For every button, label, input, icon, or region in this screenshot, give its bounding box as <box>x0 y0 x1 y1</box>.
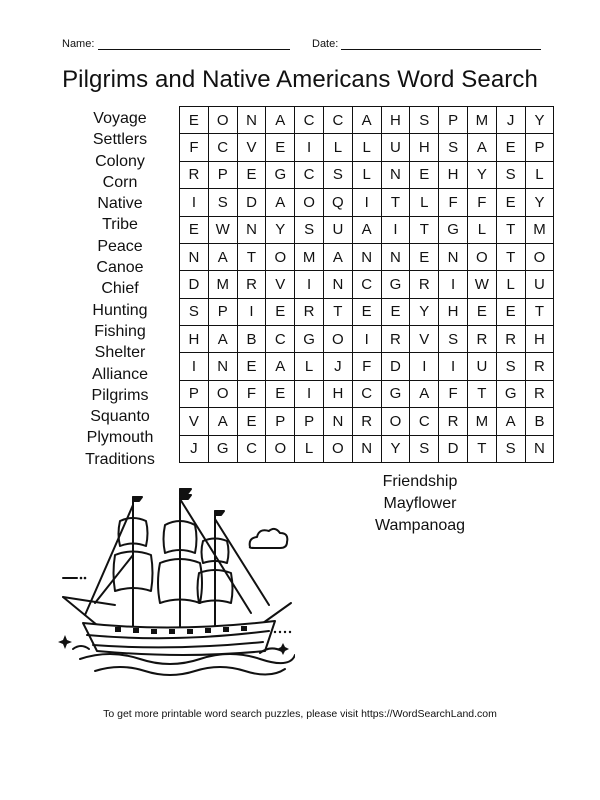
grid-cell: I <box>381 216 410 243</box>
grid-cell: E <box>180 216 209 243</box>
grid-row <box>180 326 554 353</box>
grid-cell: P <box>208 161 237 188</box>
grid-cell: O <box>381 408 410 435</box>
grid-cell: A <box>266 107 295 134</box>
grid-cell: I <box>295 271 324 298</box>
grid-cell: O <box>208 380 237 407</box>
grid-cell: N <box>352 243 381 270</box>
word-item: Alliance <box>91 365 149 383</box>
grid-cell: Q <box>323 189 352 216</box>
grid-cell: N <box>180 243 209 270</box>
grid-cell: M <box>295 243 324 270</box>
grid-cell: A <box>208 408 237 435</box>
grid-cell: O <box>525 243 554 270</box>
grid-cell: R <box>496 326 525 353</box>
grid-cell: G <box>266 161 295 188</box>
grid-cell: F <box>467 189 496 216</box>
word-item: Plymouth <box>86 429 154 447</box>
grid-cell: T <box>410 216 439 243</box>
grid-cell: R <box>237 271 266 298</box>
grid-cell: A <box>208 243 237 270</box>
grid-cell: C <box>295 107 324 134</box>
grid-cell: F <box>439 380 468 407</box>
footer-text: To get more printable word search puzzles, please visit https://WordSearchLand.com <box>103 708 497 720</box>
grid-cell: L <box>323 134 352 161</box>
grid-cell: D <box>180 271 209 298</box>
grid-cell: N <box>525 435 554 463</box>
grid-cell: H <box>410 134 439 161</box>
grid-cell: E <box>381 298 410 325</box>
grid-row <box>180 216 554 243</box>
grid-cell: F <box>237 380 266 407</box>
grid-cell: E <box>237 353 266 380</box>
grid-cell: E <box>180 107 209 134</box>
grid-cell: N <box>323 408 352 435</box>
grid-cell: D <box>381 353 410 380</box>
grid-cell: R <box>352 408 381 435</box>
grid-cell: H <box>381 107 410 134</box>
grid-row <box>180 107 554 134</box>
grid-row <box>180 189 554 216</box>
grid-cell: Y <box>266 216 295 243</box>
name-line <box>98 49 290 50</box>
grid-cell: A <box>266 353 295 380</box>
grid-cell: O <box>208 107 237 134</box>
grid-cell: S <box>295 216 324 243</box>
grid-cell: R <box>381 326 410 353</box>
grid-cell: Y <box>525 189 554 216</box>
grid-cell: V <box>410 326 439 353</box>
grid-cell: S <box>496 353 525 380</box>
grid-cell: G <box>381 271 410 298</box>
word-item: Voyage <box>93 110 147 127</box>
word-item: Settlers <box>92 131 148 149</box>
grid-cell: C <box>323 107 352 134</box>
grid-cell: S <box>410 435 439 463</box>
grid-cell: V <box>266 271 295 298</box>
grid-cell: N <box>208 353 237 380</box>
word-item: Chief <box>101 280 139 298</box>
grid-cell: I <box>439 353 468 380</box>
word-item: Friendship <box>382 473 458 490</box>
grid-cell: U <box>381 134 410 161</box>
word-item: Canoe <box>96 259 144 277</box>
grid-cell: S <box>410 107 439 134</box>
grid-cell: V <box>237 134 266 161</box>
word-item: Corn <box>102 173 138 191</box>
grid-cell: I <box>237 298 266 325</box>
grid-cell: O <box>295 189 324 216</box>
grid-cell: W <box>467 271 496 298</box>
grid-cell: H <box>439 161 468 188</box>
grid-row <box>180 161 554 188</box>
grid-cell: N <box>323 271 352 298</box>
grid-cell: I <box>352 326 381 353</box>
word-item: Peace <box>97 237 143 255</box>
grid-cell: T <box>496 216 525 243</box>
word-item: Native <box>97 195 143 213</box>
grid-cell: Y <box>467 161 496 188</box>
grid-cell: G <box>496 380 525 407</box>
grid-cell: M <box>525 216 554 243</box>
grid-cell: L <box>295 353 324 380</box>
word-item: Mayflower <box>383 495 457 512</box>
grid-cell: P <box>208 298 237 325</box>
grid-cell: T <box>467 435 496 463</box>
grid-cell: N <box>381 243 410 270</box>
grid-cell: P <box>266 408 295 435</box>
grid-cell: L <box>410 189 439 216</box>
grid-cell: T <box>467 380 496 407</box>
page-title: Pilgrims and Native Americans Word Search <box>62 66 538 93</box>
grid-cell: I <box>180 353 209 380</box>
word-item: Colony <box>95 152 145 170</box>
grid-cell: E <box>237 408 266 435</box>
name-label: Name: <box>62 38 95 50</box>
grid-cell: A <box>467 134 496 161</box>
grid-row <box>180 353 554 380</box>
grid-cell: N <box>237 107 266 134</box>
grid-cell: P <box>439 107 468 134</box>
word-item: Shelter <box>94 344 146 362</box>
word-list-right <box>360 471 480 537</box>
grid-cell: R <box>439 408 468 435</box>
grid-cell: G <box>439 216 468 243</box>
grid-cell: W <box>208 216 237 243</box>
grid-cell: S <box>496 161 525 188</box>
grid-cell: N <box>381 161 410 188</box>
grid-cell: T <box>381 189 410 216</box>
grid-cell: C <box>208 134 237 161</box>
word-list-left <box>70 108 170 470</box>
grid-cell: P <box>180 380 209 407</box>
grid-cell: N <box>439 243 468 270</box>
grid-cell: H <box>323 380 352 407</box>
grid-cell: A <box>352 216 381 243</box>
grid-cell: P <box>295 408 324 435</box>
grid-cell: A <box>410 380 439 407</box>
grid-cell: I <box>295 380 324 407</box>
grid-cell: D <box>237 189 266 216</box>
grid-cell: D <box>439 435 468 463</box>
grid-cell: C <box>266 326 295 353</box>
grid-cell: S <box>323 161 352 188</box>
grid-cell: E <box>410 243 439 270</box>
grid-cell: S <box>439 326 468 353</box>
grid-cell: G <box>381 380 410 407</box>
grid-cell: C <box>352 271 381 298</box>
grid-row <box>180 271 554 298</box>
grid-cell: E <box>237 161 266 188</box>
grid-cell: A <box>266 189 295 216</box>
grid-row <box>180 134 554 161</box>
grid-cell: M <box>467 408 496 435</box>
grid-cell: N <box>352 435 381 463</box>
grid-cell: F <box>180 134 209 161</box>
grid-cell: M <box>208 271 237 298</box>
grid-cell: C <box>237 435 266 463</box>
grid-cell: T <box>323 298 352 325</box>
grid-cell: U <box>323 216 352 243</box>
grid-cell: A <box>208 326 237 353</box>
grid-cell: C <box>352 380 381 407</box>
grid-cell: P <box>525 134 554 161</box>
grid-cell: E <box>352 298 381 325</box>
word-item: Pilgrims <box>91 386 149 404</box>
grid-cell: R <box>295 298 324 325</box>
grid-cell: T <box>237 243 266 270</box>
grid-row <box>180 380 554 407</box>
grid-cell: C <box>410 408 439 435</box>
word-item: Squanto <box>90 408 150 426</box>
grid-cell: I <box>439 271 468 298</box>
grid-cell: L <box>352 134 381 161</box>
grid-cell: E <box>496 189 525 216</box>
grid-cell: S <box>439 134 468 161</box>
grid-cell: Y <box>525 107 554 134</box>
grid-cell: Y <box>410 298 439 325</box>
grid-cell: Y <box>381 435 410 463</box>
grid-cell: T <box>496 243 525 270</box>
grid-row <box>180 435 554 463</box>
grid-cell: E <box>266 298 295 325</box>
grid-cell: O <box>266 435 295 463</box>
grid-cell: T <box>525 298 554 325</box>
grid-cell: R <box>467 326 496 353</box>
grid-cell: N <box>237 216 266 243</box>
grid-cell: F <box>352 353 381 380</box>
grid-row <box>180 408 554 435</box>
grid-cell: M <box>467 107 496 134</box>
word-item: Hunting <box>92 301 148 319</box>
grid-cell: F <box>439 189 468 216</box>
date-line <box>341 49 541 50</box>
grid-row <box>180 243 554 270</box>
grid-cell: E <box>410 161 439 188</box>
grid-cell: R <box>410 271 439 298</box>
grid-cell: S <box>208 189 237 216</box>
grid-cell: L <box>295 435 324 463</box>
grid-cell: B <box>525 408 554 435</box>
grid-cell: O <box>467 243 496 270</box>
grid-cell: R <box>525 380 554 407</box>
grid-cell: J <box>180 435 209 463</box>
grid-cell: O <box>323 435 352 463</box>
grid-cell: E <box>467 298 496 325</box>
grid-cell: A <box>323 243 352 270</box>
grid-cell: A <box>352 107 381 134</box>
grid-cell: R <box>525 353 554 380</box>
grid-cell: E <box>266 380 295 407</box>
grid-cell: L <box>525 161 554 188</box>
grid-cell: I <box>410 353 439 380</box>
grid-cell: U <box>467 353 496 380</box>
grid-cell: G <box>208 435 237 463</box>
date-label: Date: <box>312 38 339 50</box>
grid-cell: L <box>496 271 525 298</box>
grid-cell: I <box>295 134 324 161</box>
grid-cell: A <box>496 408 525 435</box>
word-item: Tribe <box>102 216 138 234</box>
grid-cell: I <box>180 189 209 216</box>
grid-cell: O <box>266 243 295 270</box>
grid-cell: H <box>525 326 554 353</box>
grid-cell: C <box>295 161 324 188</box>
grid-cell: L <box>467 216 496 243</box>
grid-cell: B <box>237 326 266 353</box>
grid-cell: L <box>352 161 381 188</box>
grid-cell: I <box>352 189 381 216</box>
word-item: Wampanoag <box>374 517 466 534</box>
grid-cell: V <box>180 408 209 435</box>
grid-cell: J <box>323 353 352 380</box>
grid-row <box>180 298 554 325</box>
grid-cell: U <box>525 271 554 298</box>
grid-cell: E <box>496 298 525 325</box>
ship-illustration <box>55 485 295 685</box>
grid-cell: R <box>180 161 209 188</box>
grid-cell: S <box>496 435 525 463</box>
word-item: Traditions <box>85 450 155 468</box>
word-item: Fishing <box>94 322 146 340</box>
letter-grid <box>179 106 554 463</box>
grid-cell: O <box>323 326 352 353</box>
grid-cell: H <box>180 326 209 353</box>
grid-cell: G <box>295 326 324 353</box>
grid-cell: E <box>496 134 525 161</box>
grid-cell: S <box>180 298 209 325</box>
grid-cell: H <box>439 298 468 325</box>
grid-cell: J <box>496 107 525 134</box>
grid-cell: E <box>266 134 295 161</box>
